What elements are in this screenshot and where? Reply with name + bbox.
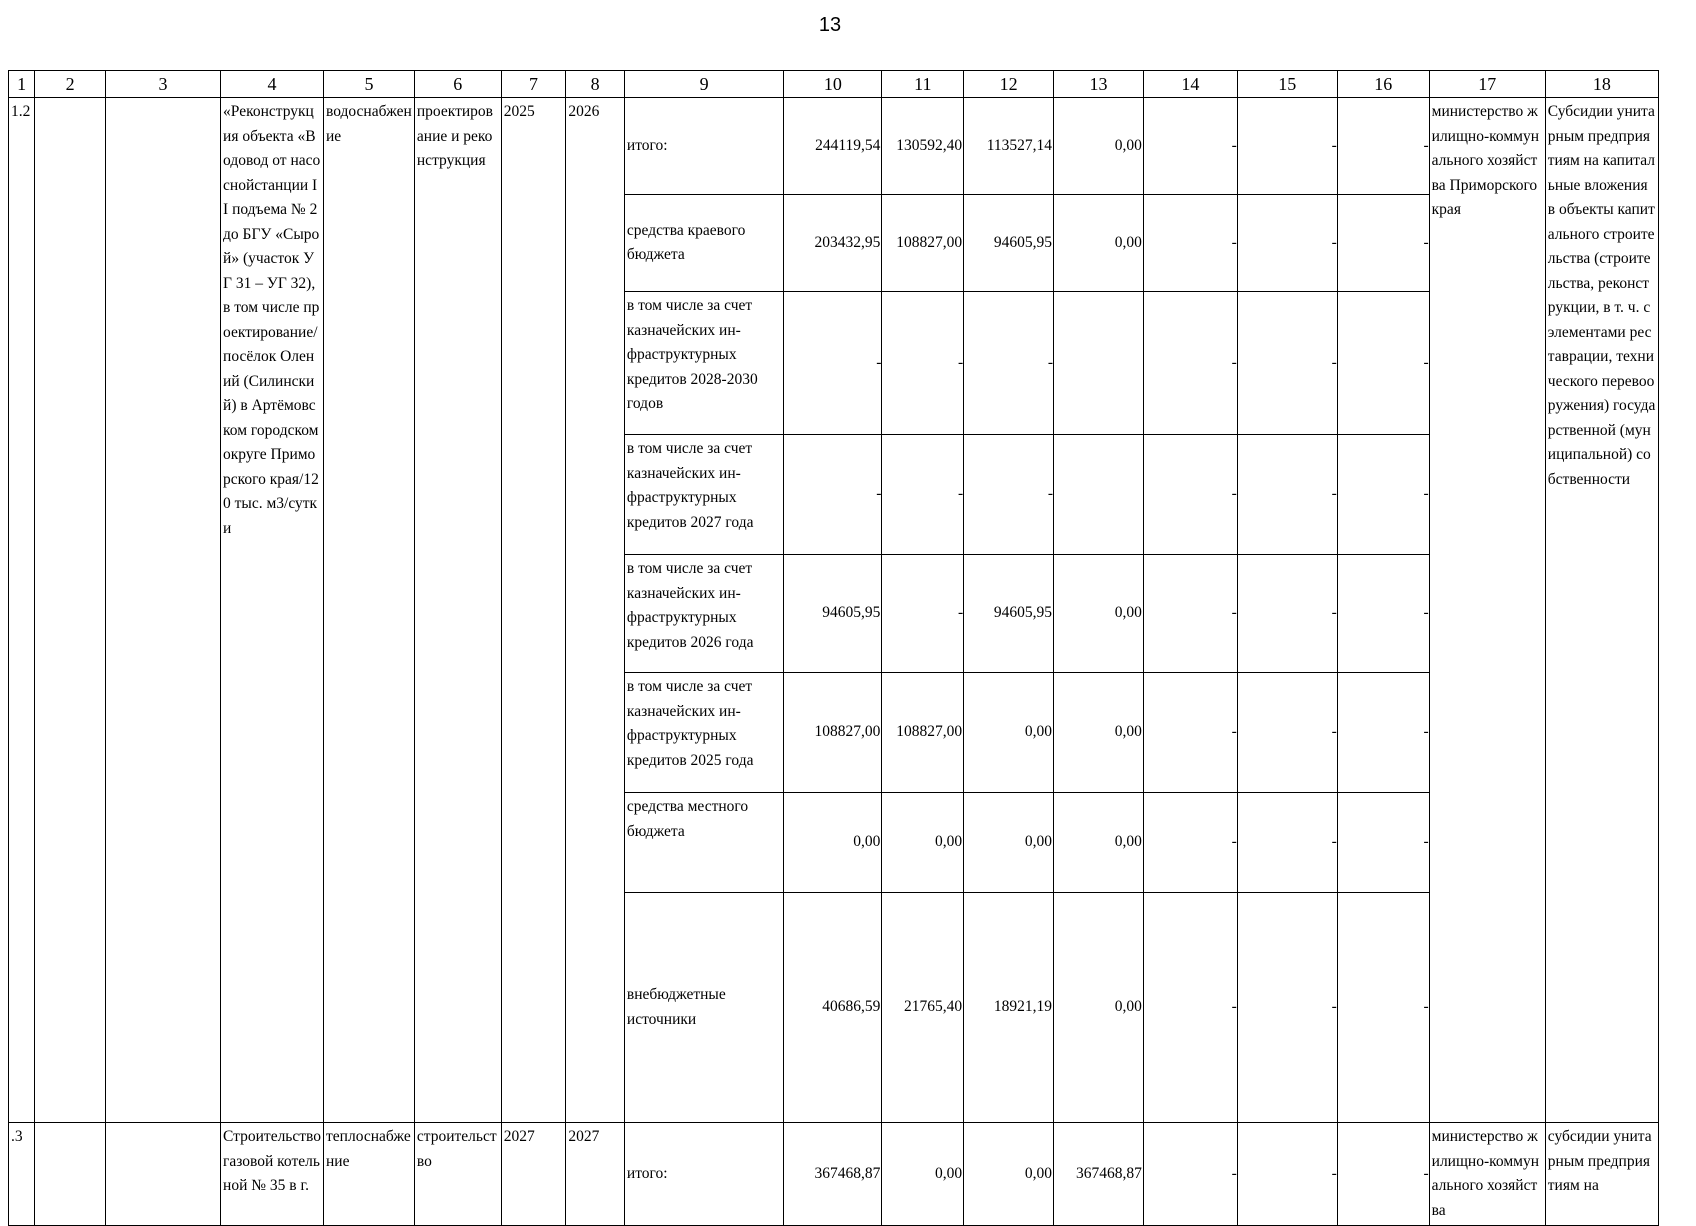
value-cell (1054, 435, 1144, 555)
value-cell: - (1237, 195, 1337, 292)
work-type: проектирование и реконструкция (414, 98, 501, 1123)
funding-source: итого: (624, 98, 784, 195)
header-cell: 8 (566, 71, 625, 98)
value-cell (1054, 292, 1144, 435)
end-year: 2026 (566, 98, 625, 1123)
value-cell: 0,00 (964, 673, 1054, 793)
value-cell: 0,00 (1054, 673, 1144, 793)
value-cell: 0,00 (1054, 555, 1144, 673)
value-cell: 0,00 (1054, 98, 1144, 195)
sector: водоснабжение (324, 98, 415, 1123)
header-cell: 10 (784, 71, 882, 98)
value-cell: - (1337, 555, 1429, 673)
funding-source: в том числе за счет казначейских ин-фраструктурных кредитов 2025 года (624, 673, 784, 793)
header-cell: 12 (964, 71, 1054, 98)
value-cell: - (784, 292, 882, 435)
header-cell: 18 (1545, 71, 1658, 98)
row-number: 1.2 (9, 98, 35, 1123)
value-cell: - (784, 435, 882, 555)
value-cell: 0,00 (784, 793, 882, 893)
funding-source: средства местного бюджета (624, 793, 784, 893)
value-cell: - (1337, 195, 1429, 292)
value-cell: - (1237, 435, 1337, 555)
funding-source: в том числе за счет казначейских ин-фраструктурных кредитов 2026 года (624, 555, 784, 673)
table-row (9, 98, 1659, 195)
start-year: 2027 (501, 1123, 566, 1226)
value-cell: 0,00 (1054, 893, 1144, 1123)
funding-source: внебюджетные источники (624, 893, 784, 1123)
value-cell: - (1237, 673, 1337, 793)
value-cell: - (882, 435, 964, 555)
value-cell: - (1337, 98, 1429, 195)
value-cell: - (1143, 435, 1237, 555)
responsible-ministry: министерство жилищно-коммунального хозяйства (1429, 1123, 1545, 1226)
value-cell: 21765,40 (882, 893, 964, 1123)
value-cell: - (1143, 195, 1237, 292)
value-cell: - (1337, 435, 1429, 555)
value-cell: - (964, 292, 1054, 435)
value-cell: 0,00 (964, 1123, 1054, 1226)
empty-cell (35, 1123, 106, 1226)
value-cell: 0,00 (882, 793, 964, 893)
responsible-ministry: министерство жилищно-коммунального хозяйства Приморского края (1429, 98, 1545, 1123)
value-cell: 94605,95 (964, 555, 1054, 673)
header-cell: 5 (324, 71, 415, 98)
header-cell: 15 (1237, 71, 1337, 98)
value-cell: 244119,54 (784, 98, 882, 195)
value-cell: 130592,40 (882, 98, 964, 195)
header-cell: 17 (1429, 71, 1545, 98)
funding-source: итого: (624, 1123, 784, 1226)
value-cell: 18921,19 (964, 893, 1054, 1123)
header-cell: 6 (414, 71, 501, 98)
object-name: «Реконструкция объекта «Водовод от насоснойстанции II подъема № 2 до БГУ «Сырой» (участок УГ 31 – УГ 32), в том числе проектирование/посёлок Олений (Силинский) в Артёмовском городском округе Приморского края/120 тыс. м3/сутки (221, 98, 324, 1123)
value-cell: 367468,87 (784, 1123, 882, 1226)
value-cell: - (1143, 893, 1237, 1123)
header-cell: 4 (221, 71, 324, 98)
header-cell: 14 (1143, 71, 1237, 98)
value-cell: - (1337, 292, 1429, 435)
value-cell: 0,00 (882, 1123, 964, 1226)
row-number: .3 (9, 1123, 35, 1226)
funding-source: в том числе за счет казначейских ин-фраструктурных кредитов 2028-2030 годов (624, 292, 784, 435)
subsidy-purpose: субсидии унитарным предприятиям на (1545, 1123, 1658, 1226)
investment-table (8, 70, 1659, 1226)
table-row (9, 1123, 1659, 1226)
value-cell: - (1143, 555, 1237, 673)
value-cell: - (1237, 292, 1337, 435)
value-cell: - (1337, 1123, 1429, 1226)
value-cell: - (1237, 1123, 1337, 1226)
value-cell: 0,00 (964, 793, 1054, 893)
value-cell: - (882, 555, 964, 673)
header-cell: 3 (105, 71, 220, 98)
header-cell: 13 (1054, 71, 1144, 98)
value-cell: - (1237, 793, 1337, 893)
value-cell: 94605,95 (964, 195, 1054, 292)
value-cell: 203432,95 (784, 195, 882, 292)
work-type: строительство (414, 1123, 501, 1226)
empty-cell (105, 1123, 220, 1226)
funding-source: в том числе за счет казначейских ин-фраструктурных кредитов 2027 года (624, 435, 784, 555)
value-cell: 367468,87 (1054, 1123, 1144, 1226)
value-cell: 108827,00 (882, 195, 964, 292)
header-cell: 16 (1337, 71, 1429, 98)
value-cell: - (1237, 98, 1337, 195)
value-cell: - (1237, 555, 1337, 673)
start-year: 2025 (501, 98, 566, 1123)
end-year: 2027 (566, 1123, 625, 1226)
value-cell: - (1337, 893, 1429, 1123)
header-cell: 11 (882, 71, 964, 98)
header-cell: 2 (35, 71, 106, 98)
value-cell: 0,00 (1054, 793, 1144, 893)
header-cell: 7 (501, 71, 566, 98)
header-cell: 1 (9, 71, 35, 98)
value-cell: - (964, 435, 1054, 555)
value-cell: - (1143, 793, 1237, 893)
value-cell: - (1337, 793, 1429, 893)
empty-cell (35, 98, 106, 1123)
object-name: Строительство газовой котельной № 35 в г. (221, 1123, 324, 1226)
value-cell: 0,00 (1054, 195, 1144, 292)
value-cell: 108827,00 (784, 673, 882, 793)
value-cell: 94605,95 (784, 555, 882, 673)
value-cell: 113527,14 (964, 98, 1054, 195)
value-cell: - (1143, 292, 1237, 435)
page-number: 13 (818, 14, 842, 36)
value-cell: 108827,00 (882, 673, 964, 793)
header-cell: 9 (624, 71, 784, 98)
value-cell: - (1143, 1123, 1237, 1226)
value-cell: - (1337, 673, 1429, 793)
value-cell: - (882, 292, 964, 435)
funding-source: средства краевого бюджета (624, 195, 784, 292)
value-cell: - (1237, 893, 1337, 1123)
value-cell: - (1143, 673, 1237, 793)
subsidy-purpose: Субсидии унитарным предприятиям на капитальные вложения в объекты капитального строительства (строительства, реконструкции, в т. ч. с элементами реставрации, технического перевооружения) государственной (муниципальной) собственности (1545, 98, 1658, 1123)
value-cell: 40686,59 (784, 893, 882, 1123)
value-cell: - (1143, 98, 1237, 195)
empty-cell (105, 98, 220, 1123)
sector: теплоснабжение (324, 1123, 415, 1226)
header-row (9, 71, 1659, 98)
